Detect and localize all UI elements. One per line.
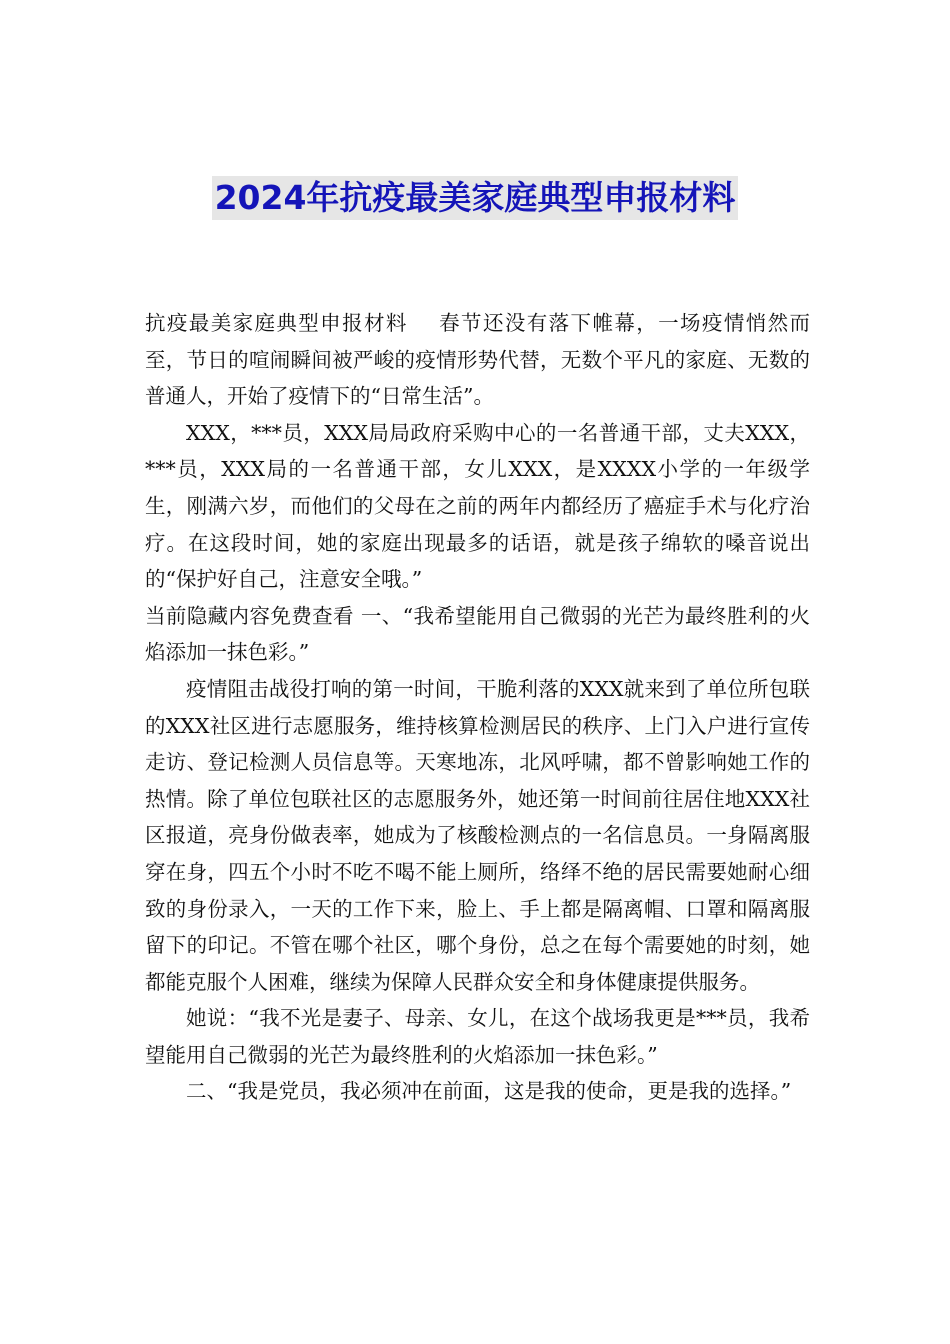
paragraph-quote: 她说：“我不光是妻子、母亲、女儿，在这个战场我更是***员，我希望能用自己微弱的光芒为最终胜利的火焰添加一抹色彩。” (145, 1006, 810, 1067)
paragraph-section-two: 二、“我是党员，我必须冲在前面，这是我的使命，更是我的选择。” (186, 1079, 792, 1104)
paragraph-intro (145, 305, 810, 415)
intro-label: 抗疫最美家庭典型申报材料 (145, 311, 408, 335)
paragraph-volunteer: 疫情阻击战役打响的第一时间，干脆利落的XXX就来到了单位所包联的XXX社区进行志愿服务，维持核算检测居民的秩序、上门入户进行宣传走访、登记检测人员信息等。天寒地冻，北风呼啸，都不曾影响她工作的热情。除了单位包联社区的志愿服务外，她还第一时间前往居住地XXX社区报道，亮身份做表率，她成为了核酸检测点的一名信息员。一身隔离服穿在身，四五个小时不吃不喝不能上厕所，络绎不绝的居民需要她耐心细致的身份录入，一天的工作下来，脸上、手上都是隔离帽、口罩和隔离服留下的印记。不管在哪个社区，哪个身份，总之在每个需要她的时刻，她都能克服个人困难，继续为保障人民群众安全和身体健康提供服务。 (145, 676, 810, 994)
title-container (0, 176, 950, 220)
paragraph-family: XXX，***员，XXX局局政府采购中心的一名普通干部，丈夫XXX，***员，XXX局的一名普通干部，女儿XXX，是XXXX小学的一年级学生，刚满六岁，而他们的父母在之前的两年内都经历了癌症手术与化疗治疗。在这段时间，她的家庭出现最多的话语，就是孩子绵软的嗓音说出的“保护好自己，注意安全哦。” (145, 420, 810, 592)
document-title: 2024年抗疫最美家庭典型申报材料 (212, 176, 739, 220)
document-body (145, 305, 810, 1110)
paragraph-section-one: 当前隐藏内容免费查看 一、“我希望能用自己微弱的光芒为最终胜利的火焰添加一抹色彩。” (145, 603, 810, 665)
paragraph-text: 春节还没有落下帷幕，一场疫情悄然而至，节日的喧闹瞬间被严峻的疫情形势代替，无数个平凡的家庭、无数的普通人，开始了疫情下的“日常生活”。 (145, 311, 811, 409)
